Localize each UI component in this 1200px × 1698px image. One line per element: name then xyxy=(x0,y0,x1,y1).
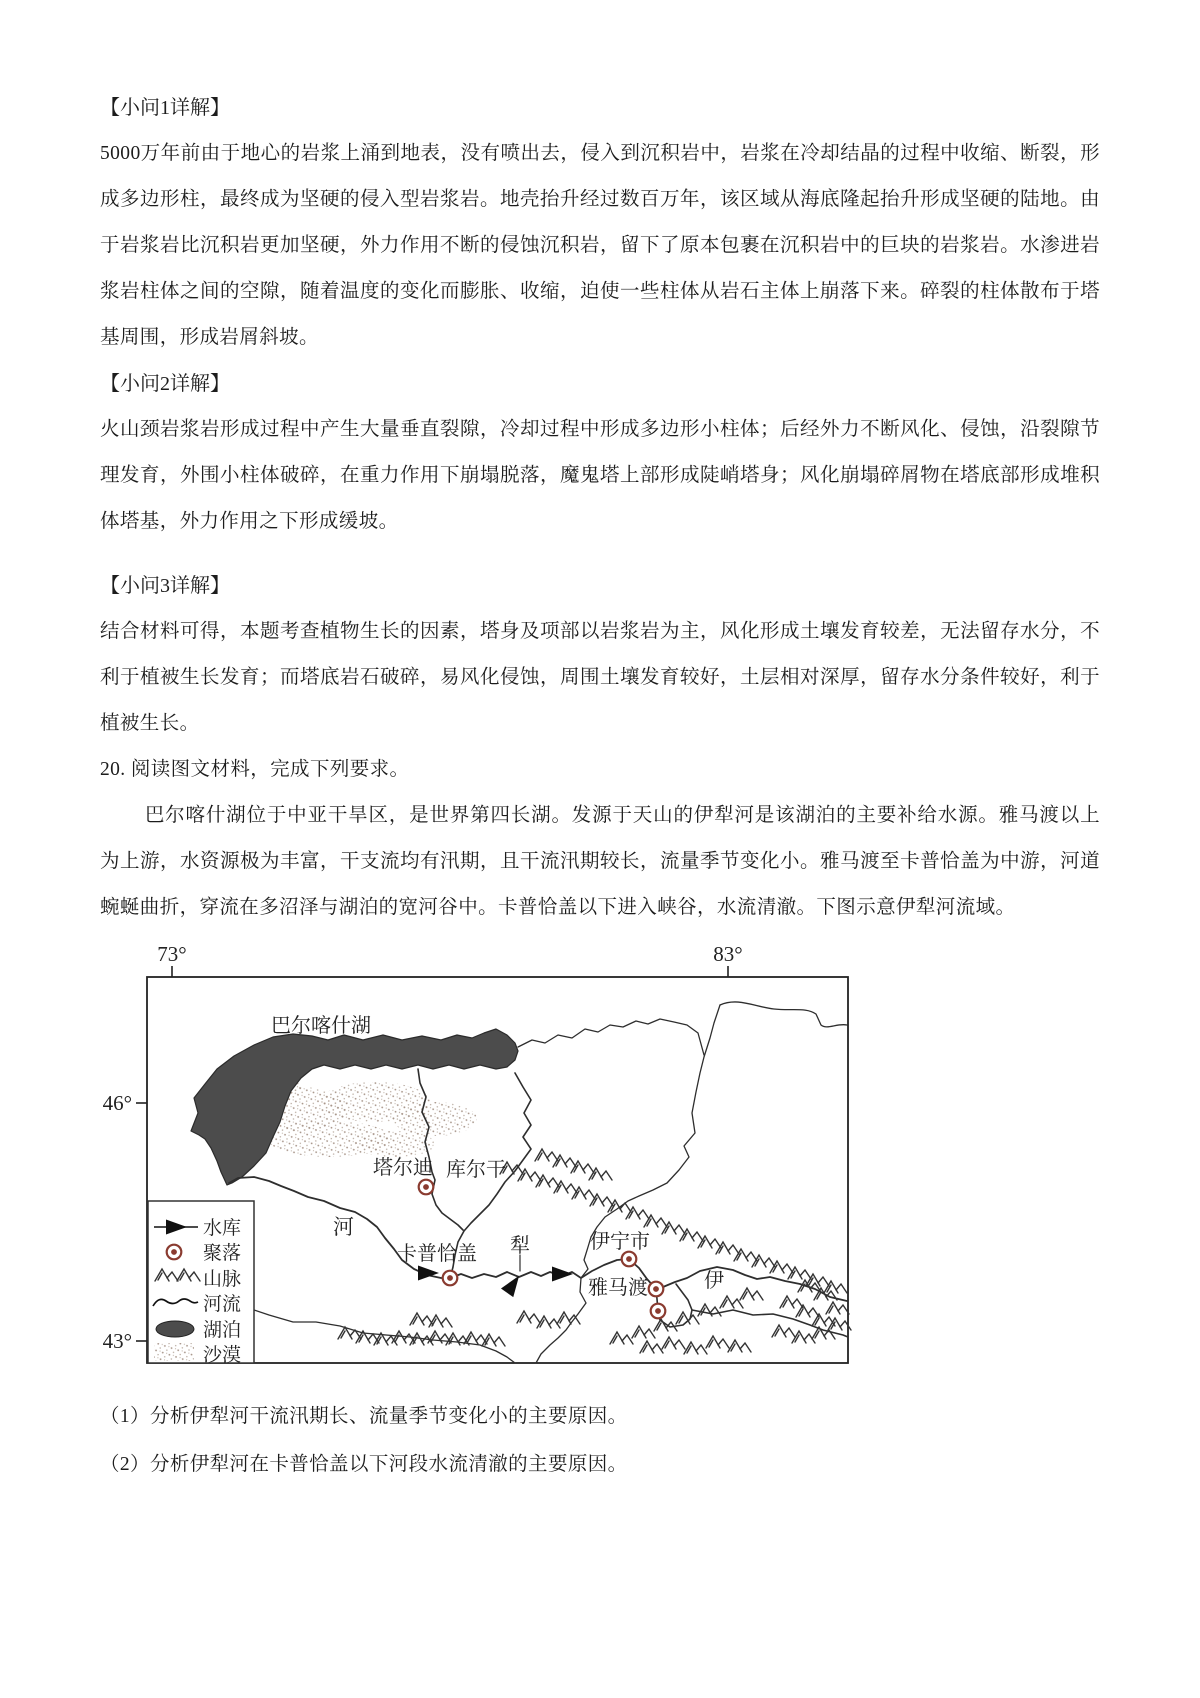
latitude-bottom-label: 43° xyxy=(102,1329,132,1353)
longitude-left-label: 73° xyxy=(157,942,187,966)
legend-label: 山脉 xyxy=(203,1269,242,1290)
subanswer-2-heading: 【小问2详解】 xyxy=(100,373,230,395)
yining-city-label: 伊宁市 xyxy=(590,1231,650,1253)
question-2: （2）分析伊犁河在卡普恰盖以下河段水流清澈的主要原因。 xyxy=(100,1454,628,1475)
kapchagay-label: 卡普恰盖 xyxy=(397,1243,477,1265)
legend-label: 湖泊 xyxy=(203,1320,242,1341)
river-name-he: 河 xyxy=(333,1215,354,1239)
subanswer-1-paragraph: 5000万年前由于地心的岩浆上涌到地表，没有喷出去，侵入到沉积岩中，岩浆在冷却结晶的过程中收缩、断裂，形成多边形柱，最终成为坚硬的侵入型岩浆岩。地壳抬升经过数百万年，该区域从海底隆起抬升形成坚硬的陆地。由于岩浆岩比沉积岩更加坚硬，外力作用不断的侵蚀沉积岩，留下了原本包裹在沉积岩中的巨块的岩浆岩。水渗进岩浆岩柱体之间的空隙，随着温度的变化而膨胀、收缩，迫使一些柱体从岩石主体上崩落下来。碎裂的柱体散布于塔基周围，形成岩屑斜坡。 xyxy=(100,143,1100,348)
map-svg xyxy=(90,937,870,1377)
latitude-top-label: 46° xyxy=(102,1091,132,1115)
river-name-yi: 伊 xyxy=(704,1270,724,1292)
subanswer-2-paragraph: 火山颈岩浆岩形成过程中产生大量垂直裂隙，冷却过程中形成多边形小柱体；后经外力不断风化、侵蚀，沿裂隙节理发育，外围小柱体破碎，在重力作用下崩塌脱落，魔鬼塔上部形成陡峭塔身；风化崩塌碎屑物在塔底部形成堆积体塔基，外力作用之下形成缓坡。 xyxy=(100,419,1100,532)
question-list xyxy=(100,1393,1100,1489)
lake-icon xyxy=(156,1321,194,1337)
map-legend xyxy=(148,1201,254,1366)
river-name-li: 犁 xyxy=(510,1235,530,1257)
question-20-lead: 20. 阅读图文材料，完成下列要求。 xyxy=(100,759,410,780)
question-1: （1）分析伊犁河干流汛期长、流量季节变化小的主要原因。 xyxy=(100,1406,628,1427)
taldykorgan-label-right: 库尔干 xyxy=(446,1159,506,1181)
subanswer-3-paragraph: 结合材料可得，本题考查植物生长的因素，塔身及项部以岩浆岩为主，风化形成土壤发育较差，无法留存水分，不利于植被生长发育；而塔底岩石破碎，易风化侵蚀，周围土壤发育较好，土层相对深厚，留存水分条件较好，利于植被生长。 xyxy=(100,621,1100,734)
taldykorgan-label-left: 塔尔迪 xyxy=(373,1157,433,1179)
legend-label: 水库 xyxy=(203,1218,242,1239)
legend-label: 河流 xyxy=(203,1294,242,1315)
settlement-icon xyxy=(167,1245,182,1260)
ili-river-basin-map xyxy=(90,937,870,1377)
legend-label: 聚落 xyxy=(203,1243,242,1264)
yamadu-label: 雅马渡 xyxy=(588,1277,648,1299)
subanswer-3-heading: 【小问3详解】 xyxy=(100,575,230,597)
longitude-right-label: 83° xyxy=(713,942,743,966)
subanswer-1-heading: 【小问1详解】 xyxy=(100,97,230,119)
question-20-material: 巴尔喀什湖位于中亚干旱区，是世界第四长湖。发源于天山的伊犁河是该湖泊的主要补给水源。雅马渡以上为上游，水资源极为丰富，干支流均有汛期，且干流汛期较长，流量季节变化小。雅马渡至卡普恰盖为中游，河道蜿蜒曲折，穿流在多沼泽与湖泊的宽河谷中。卡普恰盖以下进入峡谷，水流清澈。下图示意伊犁河流域。 xyxy=(100,805,1100,918)
desert-icon xyxy=(154,1343,194,1361)
lake-balkhash-label: 巴尔喀什湖 xyxy=(271,1015,371,1037)
legend-label: 沙漠 xyxy=(203,1345,242,1366)
